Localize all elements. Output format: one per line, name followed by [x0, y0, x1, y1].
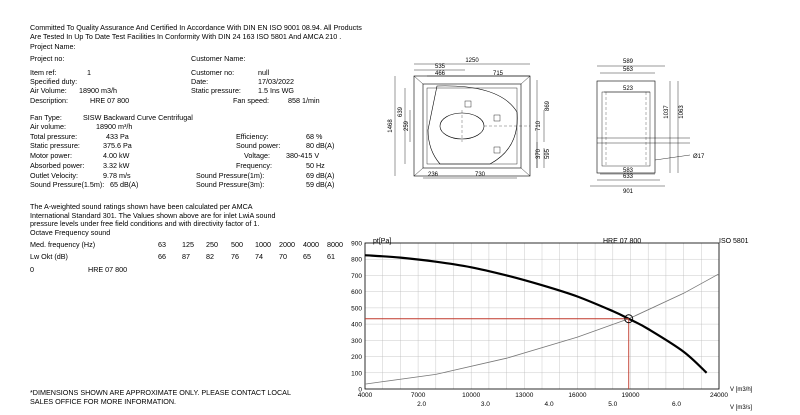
octave-freq-2: 250 [206, 240, 218, 249]
dim-595: 595 [545, 148, 551, 160]
chart-standard: ISO 5801 [719, 238, 749, 245]
x2-tick-label: 6.0 [671, 401, 682, 408]
description-value: HRE 07 800 [90, 96, 130, 105]
dim-1468: 1468 [388, 119, 394, 133]
octave-freq-7: 8000 [327, 240, 343, 249]
project-name-label: Project Name: [30, 42, 76, 51]
fan-speed-value: 858 1/min [288, 96, 320, 105]
sound-pressure-3m-label: Sound Pressure(3m): [196, 180, 265, 189]
fan-speed-label: Fan speed: [233, 96, 269, 105]
x-tick-label: 7000 [410, 392, 426, 399]
dim-1037: 1037 [664, 105, 670, 119]
dim-1250: 1250 [465, 58, 479, 64]
sound-pressure-15m-value: 65 dB(A) [110, 180, 139, 189]
disclaimer-line-2: SALES OFFICE FOR MORE INFORMATION. [30, 396, 177, 406]
octave-freq-1: 125 [182, 240, 194, 249]
x2-tick-label: 2.0 [417, 401, 427, 408]
total-pressure-value: 433 Pa [106, 132, 129, 141]
octave-lw-5: 70 [279, 252, 287, 261]
absorbed-power-label: Absorbed power: [30, 161, 85, 170]
voltage-value: 380-415 V [286, 151, 320, 160]
med-frequency-label: Med. frequency (Hz) [30, 240, 96, 249]
date-value: 17/03/2022 [258, 77, 294, 86]
dim-730: 730 [474, 172, 486, 178]
y-tick-label: 100 [351, 370, 362, 378]
sound-pressure-1m-label: Sound Pressure(1m): [196, 171, 265, 180]
octave-footer-right: HRE 07 800 [88, 265, 128, 274]
y-tick-label: 800 [351, 256, 362, 264]
chart-title: HRE 07 800 [603, 238, 642, 245]
octave-lw-6: 65 [303, 252, 311, 261]
octave-lw-7: 61 [327, 252, 335, 261]
motor-power-label: Motor power: [30, 151, 72, 160]
y-tick-label: 300 [351, 337, 362, 345]
dim-236: 236 [427, 172, 439, 178]
dim-901: 901 [622, 189, 634, 195]
dim-370: 370 [536, 148, 542, 160]
dim-710: 710 [536, 120, 542, 132]
dim-639: 639 [398, 106, 404, 118]
voltage-label: Voltage: [244, 151, 270, 160]
header-line-2: Are Tested In Up To Date Test Facilities In Conformity With DIN 24 163 ISO 5801 And AMCA 210 . [30, 31, 342, 41]
dim-259: 259 [404, 120, 410, 132]
x-tick-label: 13000 [515, 392, 534, 399]
notes-line-4: Octave Frequency sound [30, 227, 111, 237]
motor-power-value: 4.00 kW [103, 151, 130, 160]
dim-466: 466 [434, 71, 446, 77]
octave-lw-3: 76 [231, 252, 239, 261]
fan-air-volume-value: 18900 m³/h [96, 122, 133, 131]
y-tick-label: 600 [351, 289, 362, 297]
chart-x2-ticks [417, 401, 681, 408]
static-pressure-label: Static pressure: [191, 86, 241, 95]
octave-lw-1: 87 [182, 252, 190, 261]
x-tick-label: 4000 [357, 392, 373, 399]
x-tick-label: 19000 [621, 392, 640, 399]
absorbed-power-value: 3.32 kW [103, 161, 130, 170]
octave-freq-0: 63 [158, 240, 166, 249]
customer-no-label: Customer no: [191, 68, 235, 77]
x2-tick-label: 3.0 [480, 401, 490, 408]
y-tick-label: 900 [351, 240, 362, 248]
sound-power-label: Sound power: [236, 141, 281, 150]
chart-x-units-top: V [m3/h] [730, 387, 753, 393]
fan-static-pressure-value: 375.6 Pa [103, 141, 132, 150]
octave-lw-0: 66 [158, 252, 166, 261]
item-ref-label: Item ref: [30, 68, 57, 77]
chart-x-units-bottom: V [m3/s] [730, 405, 753, 411]
description-label: Description: [30, 96, 68, 105]
octave-freq-6: 4000 [303, 240, 319, 249]
y-tick-label: 500 [351, 305, 362, 313]
fan-air-volume-label: Air volume: [30, 122, 66, 131]
x2-tick-label: 4.0 [544, 401, 554, 408]
frequency-label: Frequency: [236, 161, 272, 170]
fan-static-pressure-label: Static pressure: [30, 141, 80, 150]
dim-563: 563 [622, 67, 634, 73]
y-tick-label: 400 [351, 321, 362, 329]
dim-583: 583 [622, 168, 634, 174]
chart-y-ticks [351, 241, 362, 394]
sound-pressure-15m-label: Sound Pressure(1.5m): [30, 180, 105, 189]
efficiency-label: Efficiency: [236, 132, 269, 141]
y-tick-label: 0 [358, 386, 362, 394]
x-tick-label: 16000 [568, 392, 587, 399]
fan-type-value: SISW Backward Curve Centrifugal [83, 113, 193, 122]
x-tick-label: 10000 [462, 392, 481, 399]
item-ref-value: 1 [87, 68, 91, 77]
chart-x-ticks [358, 392, 729, 399]
project-no-label: Project no: [30, 54, 65, 63]
disclaimer-line-1: *DIMENSIONS SHOWN ARE APPROXIMATE ONLY. PLEASE CONTACT LOCAL [30, 388, 291, 397]
octave-freq-5: 2000 [279, 240, 295, 249]
lw-okt-label: Lw Okt (dB) [30, 252, 68, 261]
static-pressure-value: 1.5 Ins WG [258, 86, 294, 95]
octave-lw-4: 74 [255, 252, 263, 261]
date-label: Date: [191, 77, 209, 86]
frequency-value: 50 Hz [306, 161, 325, 170]
outlet-velocity-label: Outlet Velocity: [30, 171, 78, 180]
octave-lw-2: 82 [206, 252, 214, 261]
dim-523: 523 [622, 86, 634, 92]
dim-715: 715 [492, 71, 504, 77]
specified-duty-label: Specified duty: [30, 77, 78, 86]
dim-869: 869 [545, 100, 551, 112]
octave-freq-3: 500 [231, 240, 243, 249]
octave-footer-left: 0 [30, 265, 34, 274]
dim-535: 535 [434, 64, 446, 70]
efficiency-value: 68 % [306, 132, 323, 141]
sound-pressure-1m-value: 69 dB(A) [306, 171, 335, 180]
fan-curve [365, 255, 707, 373]
dim-1063: 1063 [679, 105, 685, 119]
dim-hole: Ø17 [693, 154, 705, 160]
notes-line-1: The A-weighted sound ratings shown have been calculated per AMCA [30, 202, 253, 211]
fan-type-label: Fan Type: [30, 113, 62, 122]
sound-power-value: 80 dB(A) [306, 141, 335, 150]
air-volume-label: Air Volume: [30, 86, 67, 95]
customer-name-label: Customer Name: [191, 54, 246, 63]
sound-pressure-3m-value: 59 dB(A) [306, 180, 335, 189]
customer-no-value: null [258, 68, 270, 77]
x2-tick-label: 5.0 [608, 401, 618, 408]
notes-line-3: pressure levels under free field conditions and with directivity factor of 1. [30, 219, 260, 229]
notes-line-2: International Standard 301. The Values shown above are for inlet LwiA sound [30, 210, 276, 220]
outlet-velocity-value: 9.78 m/s [103, 171, 131, 180]
x-tick-label: 24000 [709, 392, 729, 399]
y-tick-label: 200 [351, 354, 362, 362]
dim-633: 633 [622, 174, 634, 180]
header-line-1: Committed To Quality Assurance And Certified In Accordance With DIN EN ISO 9001 08.94. All Products [30, 23, 362, 32]
y-tick-label: 700 [351, 272, 362, 280]
air-volume-value: 18900 m3/h [79, 86, 117, 95]
total-pressure-label: Total pressure: [30, 132, 78, 141]
chart-grid [365, 243, 719, 389]
octave-freq-4: 1000 [255, 240, 271, 249]
dim-589: 589 [622, 59, 634, 65]
chart-y-label: pt[Pa] [373, 238, 392, 245]
